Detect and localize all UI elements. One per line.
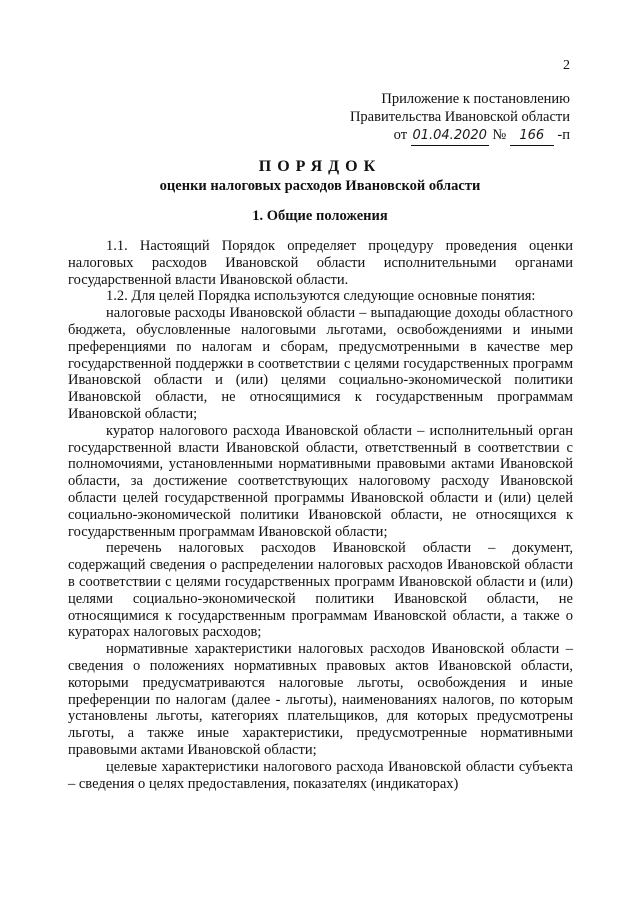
definition-list: перечень налоговых расходов Ивановской области – документ, содержащий сведения о распределении налоговых расходов Ивановской области в соответствии с целями государственных программ Ивановской области и (или) целями социально-экономической политики Ивановской области, не относящимися к государственным программам Ивановской области, а также о кураторах налоговых расходов;: [68, 540, 573, 641]
document-subtitle: оценки налоговых расходов Ивановской области: [159, 178, 481, 194]
from-label: от: [393, 127, 408, 143]
handwritten-number: 166: [510, 127, 554, 146]
document-title: ПОРЯДОК: [258, 158, 382, 175]
definition-curator: куратор налогового расхода Ивановской области – исполнительный орган государственной власти Ивановской области, ответственный в соответствии с полномочиями, установленными нормативными правовыми актами Ивановской области, за достижение соответствующих налоговому расходу Ивановской области целей государственной программы Ивановской области и (или) целей социально-экономической политики Ивановской области, не относящихся к государственным программам Ивановской области;: [68, 422, 573, 540]
appendix-line-1: Приложение к постановлению: [381, 91, 570, 107]
number-suffix: -п: [557, 127, 570, 143]
definition-normative-characteristics: нормативные характеристики налоговых расходов Ивановской области – сведения о положениях нормативных правовых актов Ивановской области, которыми предусматриваются налоговые льготы, освобождения и иные преференции по налогам (далее - льготы), наименованиях налогов, по которым установлены льготы, категориях плательщиков, для которых предусмотрены льготы, а также иные характеристики, предусмотренные нормативными правовыми актами Ивановской области;: [68, 641, 573, 758]
number-label: №: [492, 127, 507, 143]
appendix-block: [310, 90, 570, 146]
appendix-line-2: Правительства Ивановской области: [349, 109, 570, 125]
paragraph-1-1: 1.1. Настоящий Порядок определяет процедуру проведения оценки налоговых расходов Ивановской области исполнительными органами государственной власти Ивановской области.: [68, 238, 573, 288]
appendix-line-3: [310, 126, 570, 146]
paragraph-1-2: 1.2. Для целей Порядка используются следующие основные понятия:: [106, 288, 536, 305]
definition-tax-expenses: налоговые расходы Ивановской области – выпадающие доходы областного бюджета, обусловленные налоговыми льготами, освобождениями и иными преференциями по налогам и сборам, предусмотренными в качестве мер государственной поддержки в соответствии с целями государственных программ Ивановской области и (или) целями социально-экономической политики Ивановской области, не относящимися к государственным программам Ивановской области;: [68, 305, 573, 422]
page-number: 2: [563, 58, 570, 73]
document-body: [68, 238, 573, 792]
handwritten-date: 01.04.2020: [411, 127, 489, 146]
section-heading: 1. Общие положения: [252, 208, 388, 224]
definition-target-characteristics: целевые характеристики налогового расхода Ивановской области субъекта – сведения о целях предоставления, показателях (индикаторах): [68, 758, 573, 792]
